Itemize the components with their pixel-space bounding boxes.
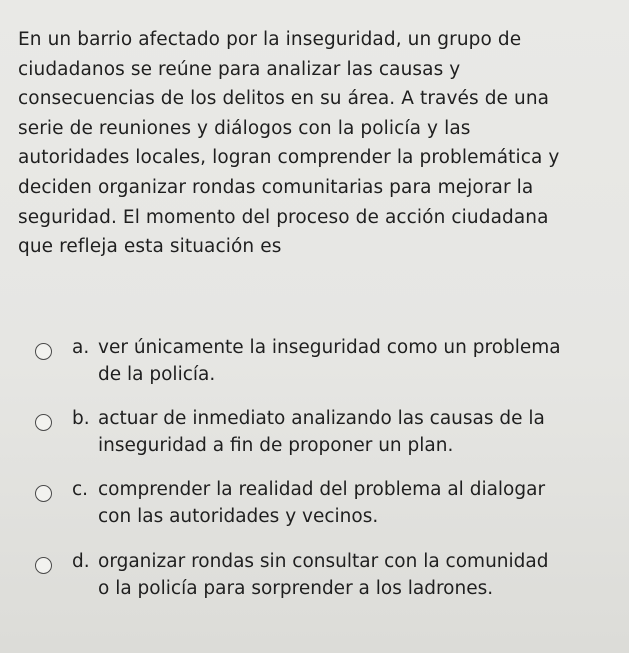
option-text-line: actuar de inmediato analizando las causas de la: [98, 408, 545, 429]
radio-option-b[interactable]: [35, 414, 52, 431]
question-line: consecuencias de los delitos en su área. A través de una: [18, 88, 550, 110]
option-letter: c.: [72, 479, 89, 500]
option-text: [98, 548, 628, 602]
question-line: autoridades locales, logran comprender la problemática y: [18, 147, 560, 169]
option-text: [98, 476, 628, 530]
question-line: deciden organizar rondas comunitarias para mejorar la: [18, 176, 534, 198]
option-text: [98, 334, 628, 388]
radio-option-c[interactable]: [35, 485, 52, 502]
question-line: En un barrio afectado por la inseguridad, un grupo de: [18, 29, 522, 50]
option-text-line: organizar rondas sin consultar con la comunidad: [98, 551, 549, 572]
question-line: ciudadanos se reúne para analizar las causas y: [18, 58, 461, 80]
option-text-line: o la policía para sorprender a los ladrones.: [98, 578, 494, 599]
option-text-line: con las autoridades y vecinos.: [98, 506, 379, 527]
option-text-line: ver únicamente la inseguridad como un problema: [98, 337, 561, 358]
option-text-line: inseguridad a fin de proponer un plan.: [98, 435, 454, 456]
radio-option-d[interactable]: [35, 557, 52, 574]
option-text-line: de la policía.: [98, 364, 216, 385]
option-letter: d.: [72, 551, 90, 572]
option-text-line: comprender la realidad del problema al dialogar: [98, 479, 546, 500]
option-letter: a.: [72, 337, 90, 358]
question-line: serie de reuniones y diálogos con la policía y las: [18, 117, 471, 139]
radio-option-a[interactable]: [35, 343, 52, 360]
option-letter: b.: [72, 408, 90, 429]
option-text: [98, 405, 628, 459]
question-line: seguridad. El momento del proceso de acción ciudadana: [18, 206, 549, 228]
question-line: que refleja esta situación es: [18, 236, 282, 258]
